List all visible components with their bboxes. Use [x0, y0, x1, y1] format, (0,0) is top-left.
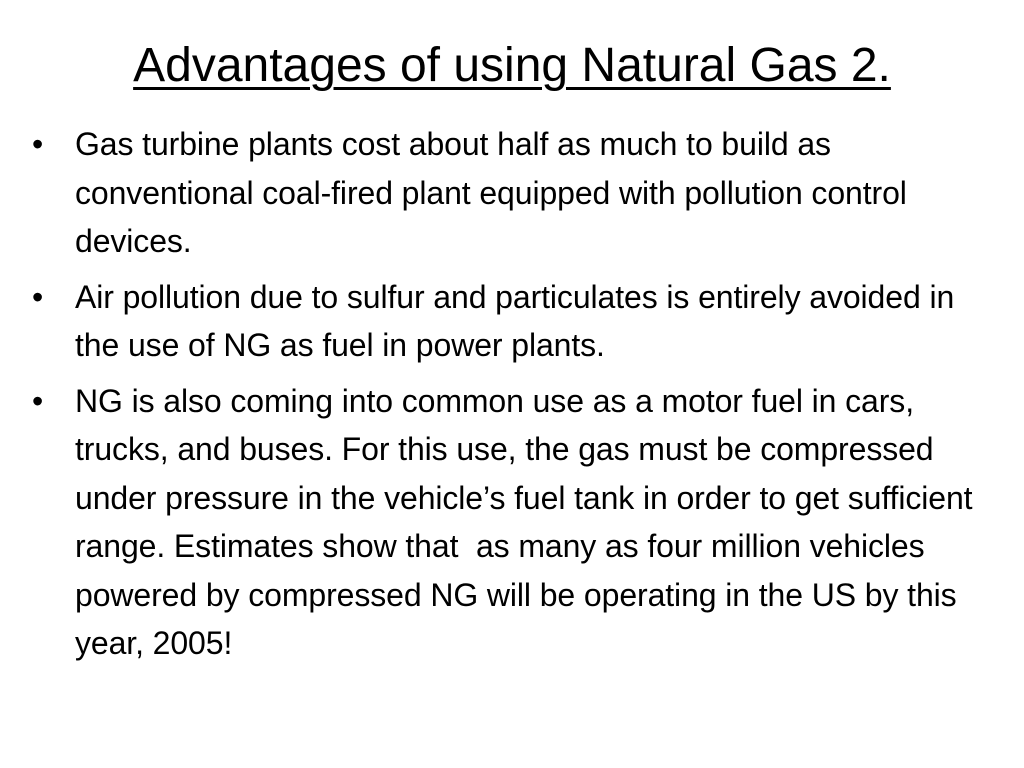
bullet-item-air-pollution	[28, 273, 1003, 370]
bullet-marker: •	[32, 382, 44, 419]
bullet-marker: •	[32, 278, 44, 315]
bullet-list	[28, 120, 1003, 675]
bullet-marker: •	[32, 126, 44, 162]
slide-title: Advantages of using Natural Gas 2.	[133, 39, 891, 92]
bullet-text: Gas turbine plants cost about half as much to build as conventional coal-fired plant equipped with pollution control devices.	[75, 126, 907, 259]
bullet-text: Air pollution due to sulfur and particulates is entirely avoided in the use of NG as fuel in power plants.	[75, 278, 955, 363]
bullet-text: NG is also coming into common use as a motor fuel in cars, trucks, and buses. For this use, the gas must be compressed under pressure in the vehicle’s fuel tank in order to get sufficient range. Estimates show that as many as four million vehicles powered by compressed NG will be operating in the US by this year, 2005!	[75, 382, 982, 661]
bullet-item-turbine-cost	[28, 120, 1003, 266]
bullet-item-motor-fuel	[28, 377, 1003, 668]
